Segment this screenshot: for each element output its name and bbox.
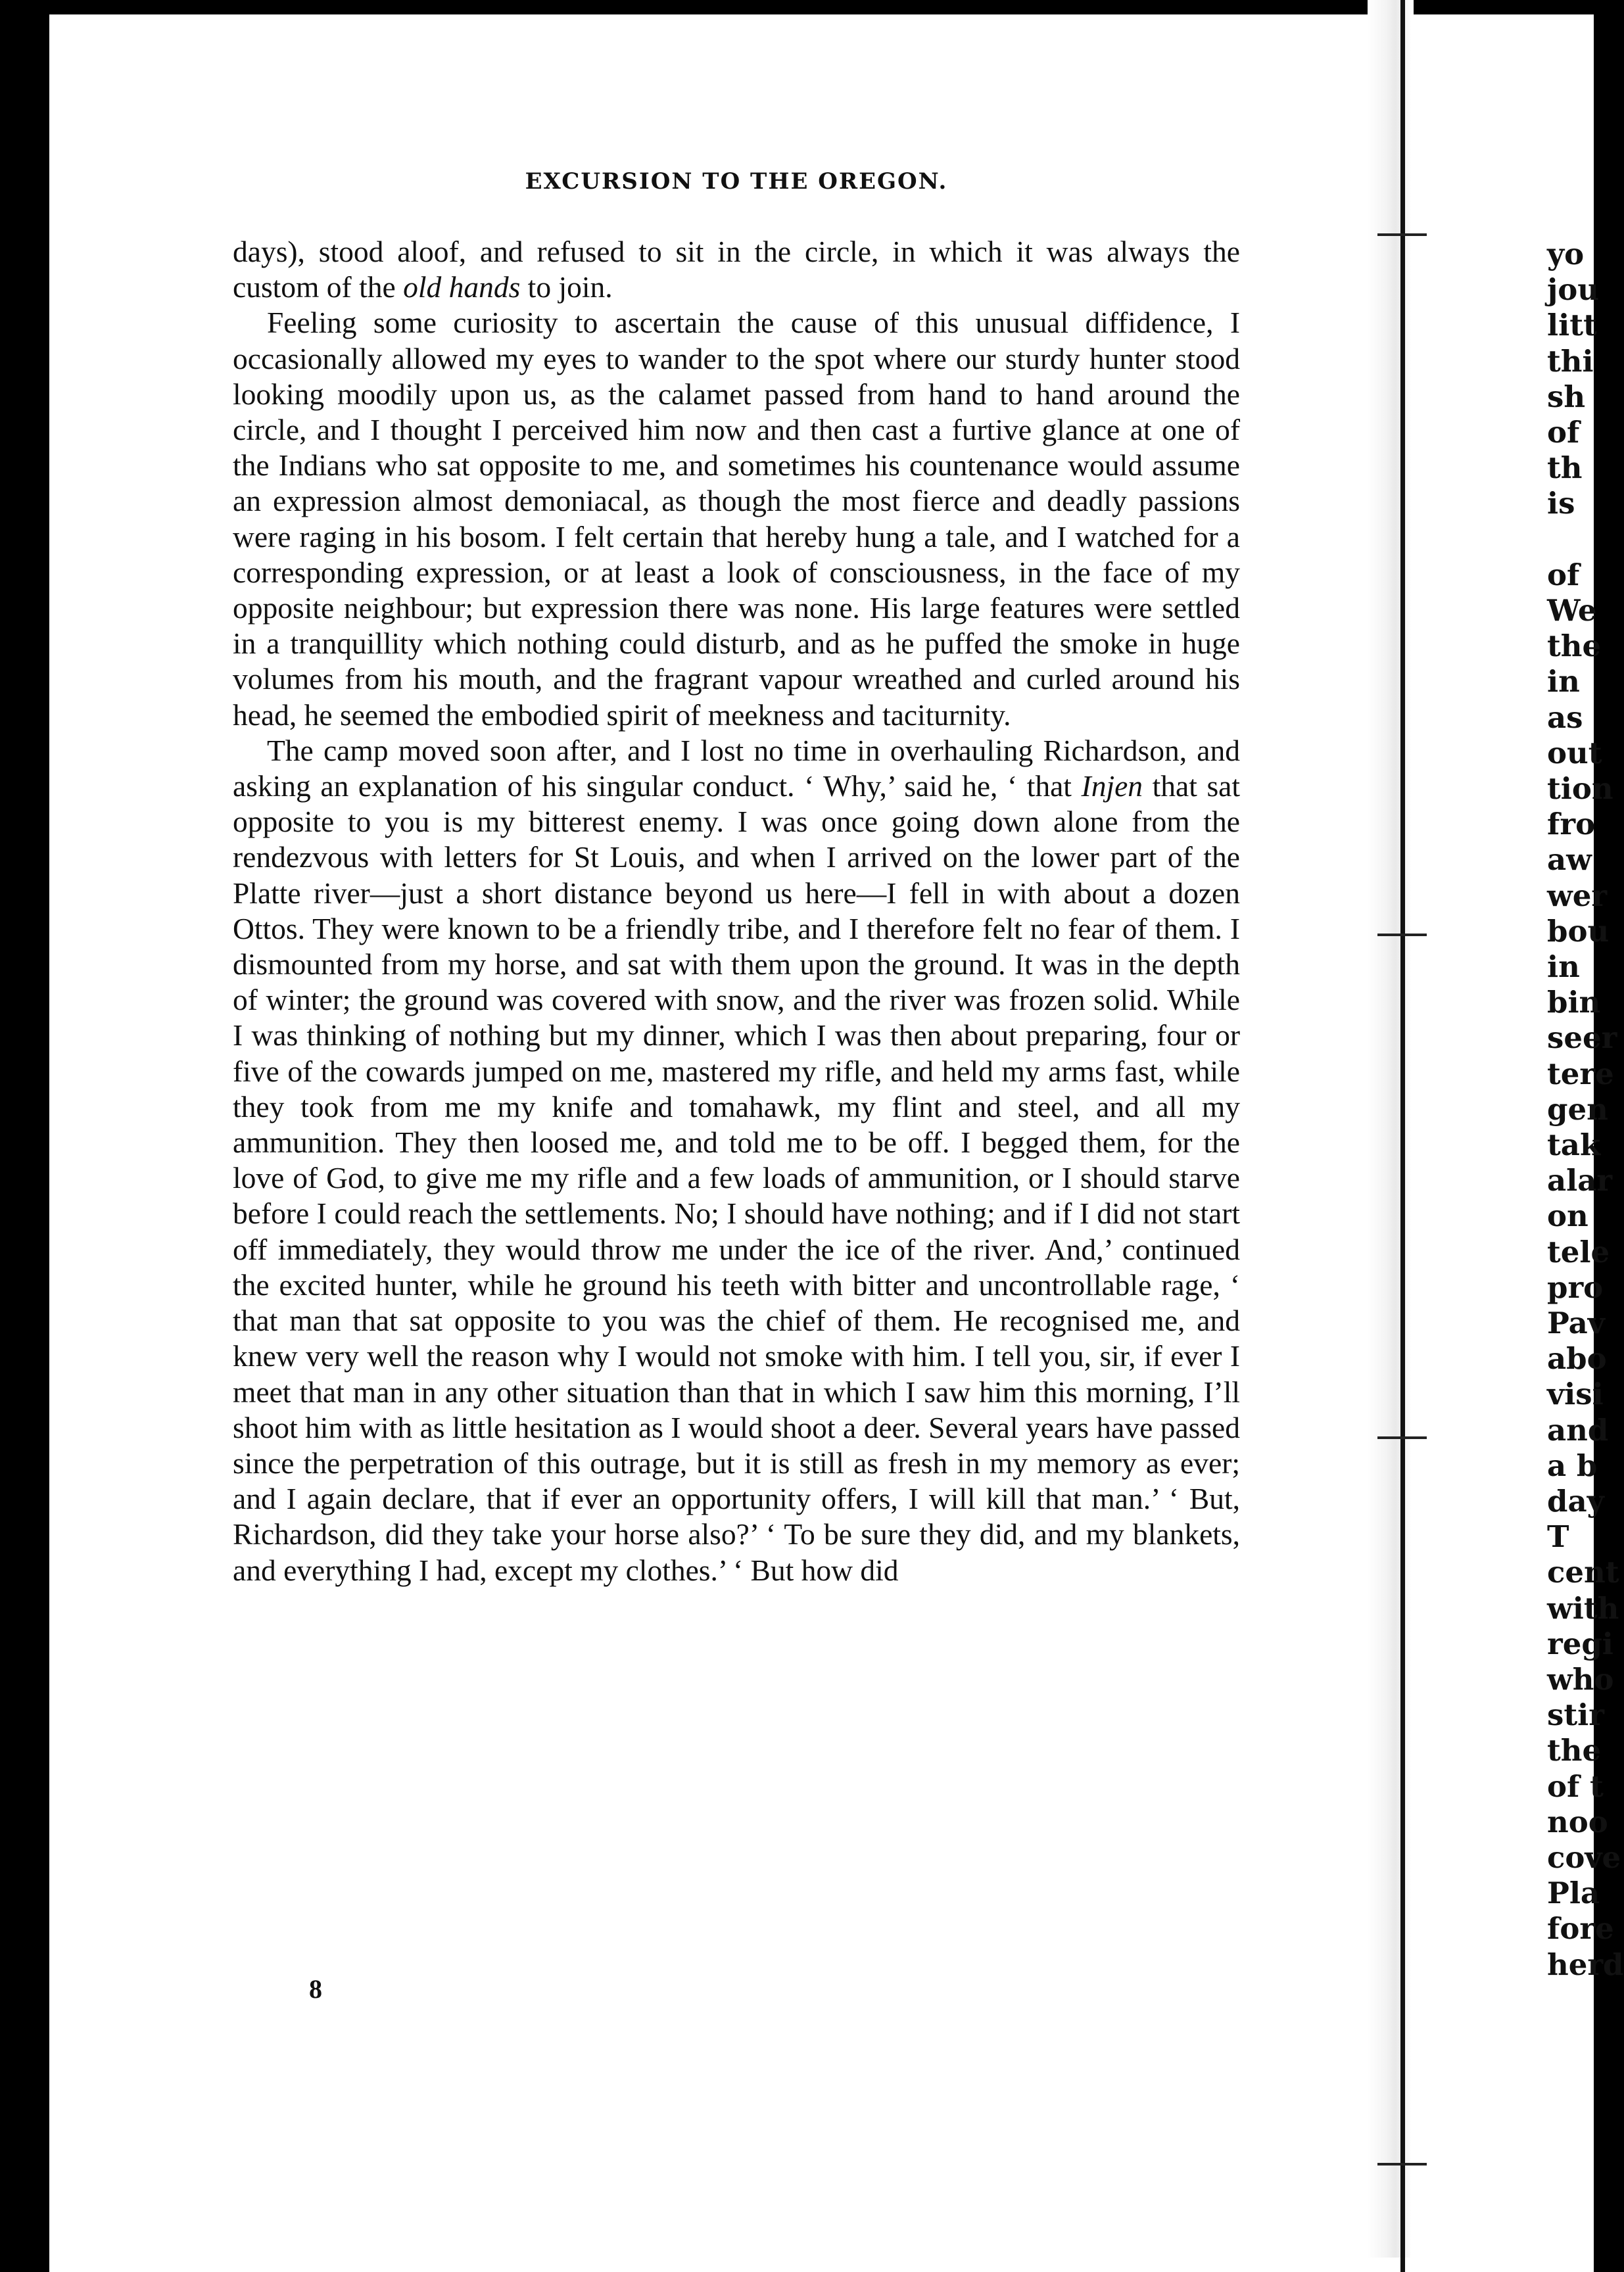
adjacent-line-fragment: day [1547,1484,1604,1519]
adjacent-line-fragment: with [1547,1590,1619,1626]
adjacent-line-fragment: jou [1547,272,1600,308]
adjacent-line-fragment: tele [1547,1234,1610,1269]
adjacent-line-fragment: litt [1547,308,1597,343]
adjacent-line-fragment: T [1547,1519,1569,1555]
running-head: EXCURSION TO THE OREGON. [525,168,948,195]
adjacent-line-fragment: cent [1547,1555,1619,1590]
adjacent-line-fragment: of [1547,415,1580,450]
text-segment: that sat opposite to you is my bitterest enemy. I was once going down alone from the rendezvous with letters for St Louis, and when I arrived on the lower part of the Platte river—just a short distance beyond us here—I fell in with about a dozen Ottos. They were known to be a friendly tribe, and I therefore felt no fear of them. I dismounted from my horse, and sat with them upon the ground. It was in the depth of winter; the ground was covered with snow, and the river was frozen solid. While I was thinking of nothing but my dinner, which I was then about preparing, four or five of the cowards jumped on me, mastered my rifle, and held my arms fast, while they took from me my knife and tomahawk, my flint and steel, and all my ammunition. They then loosed me, and told me to be off. I begged them, for the love of God, to give me my rifle and a few loads of ammunition, or I should starve before I could reach the settlements. No; I should have nothing; and if I did not start off immediately, they would throw me under the ice of the river. And,’ continued the excited hunter, while he ground his teeth with bitter and uncontrollable rage, ‘ that man that sat opposite to you was the chief of them. He recognised me, and knew very well the reason why I would not smoke with him. I tell you, sir, if ever I meet that man in any other situation than that in which I saw him this morning, I’ll shoot him with as little hesitation as I would shoot a deer. Several years have passed since the perpetration of this outrage, but it is still as fresh in my memory as ever; and I again declare, that if ever an opportunity offers, I will kill that man.’ ‘ But, Richardson, did they take your horse also?’ ‘ To be sure they did, and my blankets, and everything I had, except my clothes.’ ‘ But how did [233,769,1240,1587]
adjacent-line-fragment: a b [1547,1448,1598,1483]
adjacent-line-fragment: bou [1547,913,1610,949]
adjacent-line-fragment: on [1547,1198,1588,1234]
adjacent-line-fragment: noo [1547,1804,1608,1839]
adjacent-line-fragment: aw [1547,842,1592,878]
adjacent-line-fragment: who [1547,1662,1614,1697]
italic-text: old hands [403,270,521,304]
text-segment: Feeling some curiosity to ascertain the cause of this unusual diffidence, I occasionally allowed my eyes to wander to the spot where our sturdy hunter stood looking moodily upon us, as the calamet passed from hand to hand around the circle, and I thought I perceived him now and then cast a furtive glance at one of the Indians who sat opposite to me, and sometimes his countenance would assume an expression almost demoniacal, as though the most fierce and deadly passions were raging in his bosom. I felt certain that hereby hung a tale, and I watched for a corresponding expression, or at least a look of consciousness, in the face of my opposite neighbour; but expression there was none. His large features were settled in a tranquillity which nothing could disturb, and as he puffed the smoke in huge volumes from his mouth, and the fragrant vapour wreathed and curled around his head, he seemed the embodied spirit of meekness and taciturnity. [233,306,1240,732]
adjacent-line-fragment: th [1547,450,1583,486]
adjacent-line-fragment: the [1547,1733,1602,1768]
adjacent-line-fragment: wer [1547,878,1608,913]
adjacent-line-fragment: as [1547,699,1583,735]
text-segment: The camp moved soon after, and I lost no time in overhauling Richardson, and asking an explanation of his singular conduct. ‘ Why,’ said he, ‘ that [233,733,1240,803]
adjacent-line-fragment: of t [1547,1768,1604,1804]
adjacent-line-fragment: of [1547,557,1580,592]
adjacent-line-fragment: the [1547,628,1602,664]
adjacent-line-fragment: tion [1547,771,1613,806]
adjacent-line-fragment: regi [1547,1626,1613,1661]
adjacent-line-fragment: We [1547,593,1597,628]
adjacent-line-fragment: herd [1547,1947,1624,1982]
adjacent-line-fragment: in [1547,664,1580,699]
spine-stitch-mark [1377,934,1427,936]
paragraph [233,733,1240,1588]
adjacent-line-fragment: stir [1547,1697,1604,1733]
adjacent-line-fragment: is [1547,486,1575,521]
adjacent-line-fragment: tak [1547,1127,1601,1162]
spine-stitch-mark [1377,1436,1427,1439]
spine-stitch-mark [1377,2163,1427,2166]
adjacent-line-fragment: yo [1547,237,1585,272]
adjacent-line-fragment: and [1547,1412,1609,1448]
book-spine [1400,0,1405,2272]
adjacent-line-fragment: gen [1547,1091,1608,1127]
adjacent-line-fragment: fore [1547,1911,1614,1947]
adjacent-line-fragment: pro [1547,1269,1604,1305]
text-segment: to join. [520,270,613,304]
paragraph [233,234,1240,305]
adjacent-line-fragment: thi [1547,343,1594,379]
adjacent-line-fragment: Pav [1547,1306,1605,1340]
adjacent-line-fragment: sh [1547,379,1586,414]
adjacent-line-fragment: out [1547,735,1602,770]
adjacent-line-fragment: fro [1547,807,1596,842]
body-text [233,234,1240,1588]
adjacent-line-fragment: tere [1547,1056,1614,1091]
page-gutter [1368,0,1414,2258]
adjacent-line-fragment: abo [1547,1341,1607,1377]
italic-text: Injen [1081,769,1143,803]
adjacent-line-fragment: in [1547,949,1580,984]
spine-stitch-mark [1377,233,1427,236]
adjacent-line-fragment: alar [1547,1163,1613,1198]
adjacent-line-fragment: Pla [1547,1876,1600,1911]
adjacent-line-fragment: cove [1547,1840,1621,1875]
page-number: 8 [309,1974,322,2004]
adjacent-line-fragment: seer [1547,1020,1617,1056]
text-segment: days), stood aloof, and refused to sit in the circle, in which it was always the custom of the [233,235,1240,304]
adjacent-line-fragment: bin [1547,985,1601,1020]
adjacent-line-fragment: visi [1547,1377,1604,1412]
paragraph [233,305,1240,732]
